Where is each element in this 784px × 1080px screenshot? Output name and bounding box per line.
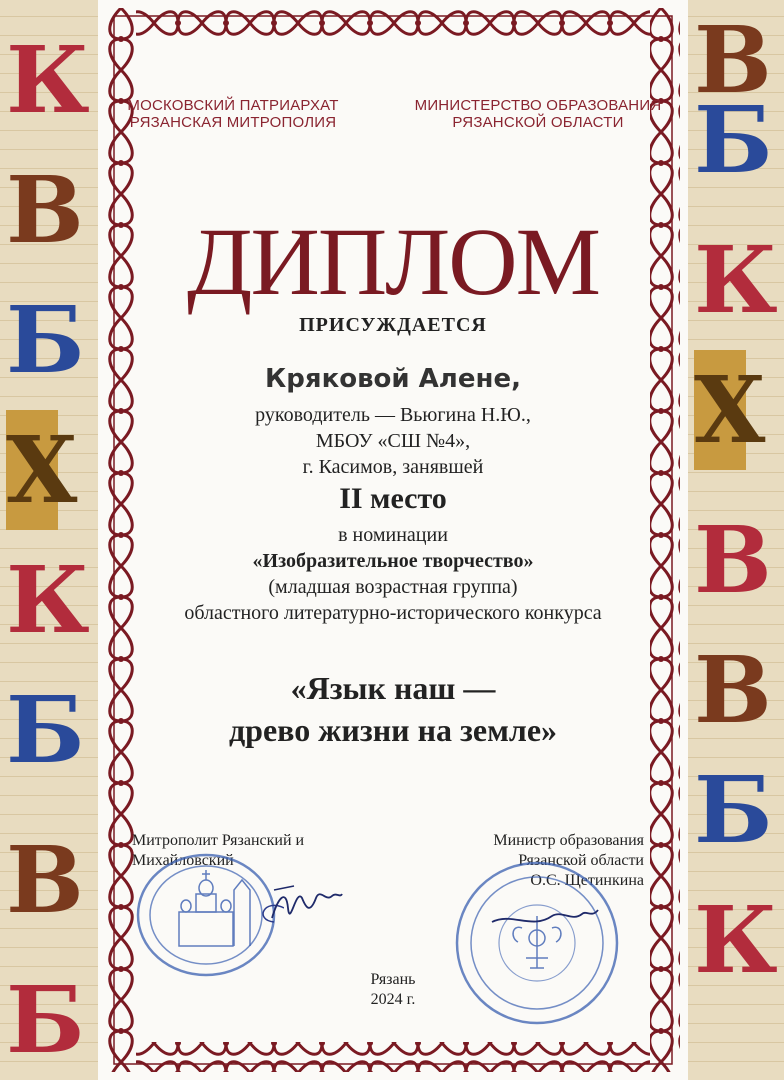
contest-description: областного литературно-исторического конкурса xyxy=(184,602,602,624)
right-signature xyxy=(492,910,598,922)
place-award: II место xyxy=(339,482,447,515)
illuminated-capital: В xyxy=(694,636,772,744)
supervisor-line: руководитель — Вьюгина Н.Ю., xyxy=(255,404,531,426)
signatory-left-line1: Митрополит Рязанский и xyxy=(132,832,305,849)
nomination-name: «Изобразительное творчество» xyxy=(252,550,534,572)
illuminated-capital: Х xyxy=(694,350,746,470)
signatory-right-line3: О.С. Щетинкина xyxy=(530,872,644,889)
issuer-right-line1: МИНИСТЕРСТВО ОБРАЗОВАНИЯ xyxy=(414,97,662,114)
illuminated-capital: К xyxy=(6,546,90,654)
issue-city: Рязань xyxy=(370,971,416,988)
illuminated-capital: К xyxy=(6,26,90,134)
illuminated-capital: Б xyxy=(6,676,85,784)
illuminated-capital: Х xyxy=(6,410,58,530)
nomination-intro: в номинации xyxy=(338,524,448,546)
recipient-name: Кряковой Алене, xyxy=(265,364,521,394)
left-ornament-strip xyxy=(0,0,98,1080)
signatory-right-line1: Министр образования xyxy=(493,832,644,849)
signatory-right-line2: Рязанской области xyxy=(518,852,644,869)
illuminated-capital: В xyxy=(694,506,772,614)
illuminated-capital: В xyxy=(6,826,84,934)
illuminated-capital: К xyxy=(694,226,778,334)
illuminated-capital: Б xyxy=(694,756,773,864)
contest-name-line2: древо жизни на земле» xyxy=(228,712,558,748)
issue-year: 2024 г. xyxy=(370,991,416,1008)
illuminated-capital: Б xyxy=(6,966,85,1074)
awarded-label: ПРИСУЖДАЕТСЯ xyxy=(299,314,487,336)
issue-place xyxy=(98,970,688,1010)
illuminated-capital: Б xyxy=(6,286,85,394)
age-group: (младшая возрастная группа) xyxy=(268,576,518,598)
illuminated-capital: К xyxy=(694,886,778,994)
issuer-right xyxy=(408,97,668,131)
right-ornament-strip xyxy=(688,0,784,1080)
school-line: МБОУ «СШ №4», xyxy=(315,430,471,452)
issuer-left xyxy=(118,97,348,131)
illuminated-capital: В xyxy=(6,156,84,264)
illuminated-capital: Б xyxy=(694,86,773,194)
left-signature xyxy=(266,868,346,938)
issuer-left-line1: МОСКОВСКИЙ ПАТРИАРХАТ xyxy=(127,97,339,114)
issuer-right-line2: РЯЗАНСКОЙ ОБЛАСТИ xyxy=(452,114,624,131)
contest-name-line1: «Язык наш — xyxy=(290,670,496,706)
issuer-left-line2: РЯЗАНСКАЯ МИТРОПОЛИЯ xyxy=(129,114,337,131)
diploma-title: ДИПЛОМ xyxy=(187,208,599,315)
metropolia-stamp xyxy=(134,850,284,980)
city-line: г. Касимов, занявшей xyxy=(302,456,484,478)
illuminated-capital: В xyxy=(694,6,772,114)
signatory-left-line2: Михайловский xyxy=(132,852,234,869)
